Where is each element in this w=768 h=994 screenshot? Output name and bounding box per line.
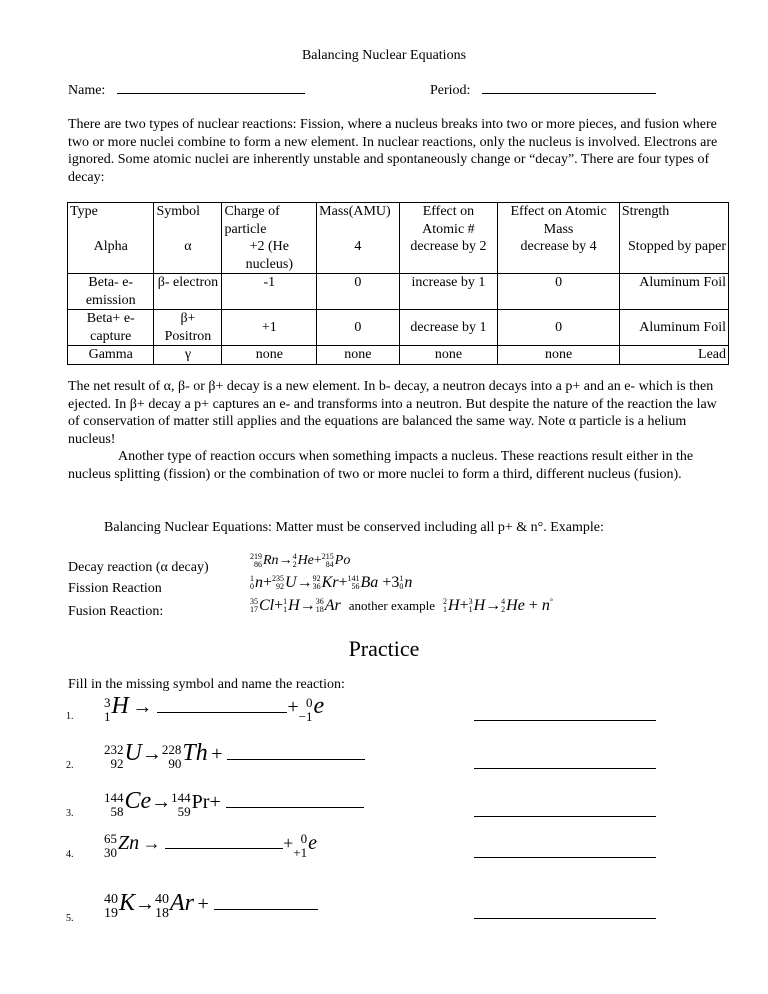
cell-atomic-number: decrease by 1 xyxy=(399,310,498,346)
fusion-equation: 35 17 Cl+ 1 1 H→ 36 18 Ar another example 2 1 H+ 3 1 H→ 4 2 He + n° xyxy=(250,597,554,615)
cell-charge: none xyxy=(222,346,317,365)
cell-atomic-number: decrease by 2 xyxy=(399,238,498,274)
question-number: 4. xyxy=(66,849,74,860)
cell-strength: Aluminum Foil xyxy=(619,310,728,346)
cell-symbol: β+ Positron xyxy=(154,310,222,346)
period-label: Period: xyxy=(430,83,471,98)
period-field[interactable] xyxy=(430,81,656,99)
cell-strength: Aluminum Foil xyxy=(619,274,728,310)
cell-symbol: β- electron xyxy=(154,274,222,310)
table-header-row xyxy=(68,203,729,239)
cell-charge: +2 (He nucleus) xyxy=(222,238,317,274)
cell-atomic-mass: none xyxy=(498,346,619,365)
header-strength: Strength xyxy=(619,203,728,239)
fusion-label: Fusion Reaction: xyxy=(68,604,164,619)
question-2-equation: 232 92 U→ 228 90 Th + xyxy=(104,740,365,771)
name-line xyxy=(117,81,305,94)
answer-blank[interactable] xyxy=(227,755,365,760)
cell-symbol: α xyxy=(154,238,222,274)
cell-mass: 0 xyxy=(317,310,399,346)
page-title: Balancing Nuclear Equations xyxy=(301,48,467,63)
decay-equation: 219 86 Rn→ 4 2 He+ 215 84 Po xyxy=(250,552,351,569)
name-label: Name: xyxy=(68,83,106,98)
header-type: Type xyxy=(68,203,154,239)
table-row xyxy=(68,238,729,274)
reaction-name-line[interactable] xyxy=(474,767,656,769)
answer-blank[interactable] xyxy=(165,844,283,849)
decay-label: Decay reaction (α decay) xyxy=(68,560,209,575)
reaction-name-line[interactable] xyxy=(474,917,656,919)
fission-equation: 1 0 n+ 235 92 U→ 92 36 Kr+ 141 56 Ba +3 1 0 n xyxy=(250,574,413,592)
cell-type: Beta+ e- capture xyxy=(68,310,154,346)
cell-symbol: γ xyxy=(154,346,222,365)
table-row xyxy=(68,310,729,346)
cell-atomic-mass: 0 xyxy=(498,310,619,346)
answer-blank[interactable] xyxy=(226,803,364,808)
header-charge: Charge of particle xyxy=(222,203,317,239)
name-field[interactable] xyxy=(68,81,305,99)
decay-table xyxy=(67,202,729,365)
period-line xyxy=(482,81,656,94)
reaction-name-line[interactable] xyxy=(474,719,656,721)
cell-strength: Lead xyxy=(619,346,728,365)
cell-atomic-number: none xyxy=(399,346,498,365)
header-symbol: Symbol xyxy=(154,203,222,239)
cell-type: Alpha xyxy=(68,238,154,274)
cell-type: Gamma xyxy=(68,346,154,365)
balance-heading: Balancing Nuclear Equations: Matter must be conserved including all p+ & n°. Example: xyxy=(104,520,604,535)
question-number: 5. xyxy=(66,913,74,924)
cell-mass: 4 xyxy=(317,238,399,274)
another-example-label: another example xyxy=(348,598,435,613)
cell-charge: -1 xyxy=(222,274,317,310)
cell-mass: 0 xyxy=(317,274,399,310)
question-3-equation: 144 58 Ce→ 144 59 Pr+ xyxy=(104,788,364,819)
explanation-block xyxy=(68,378,728,483)
question-4-equation: 65 30 Zn → + 0 +1 e xyxy=(104,831,318,860)
cell-charge: +1 xyxy=(222,310,317,346)
reaction-name-line[interactable] xyxy=(474,856,656,858)
cell-type: Beta- e- emission xyxy=(68,274,154,310)
question-number: 2. xyxy=(66,760,74,771)
cell-atomic-mass: 0 xyxy=(498,274,619,310)
paragraph-impact: Another type of reaction occurs when something impacts a nucleus. These reactions result either in the nucleus splitting (fission) or the combination of two or more nuclei to form a third, different nucleus (fusion). xyxy=(68,449,694,482)
header-mass: Mass(AMU) xyxy=(317,203,399,239)
table-row xyxy=(68,346,729,365)
reaction-name-line[interactable] xyxy=(474,815,656,817)
cell-atomic-mass: decrease by 4 xyxy=(498,238,619,274)
practice-title: Practice xyxy=(348,636,420,661)
cell-atomic-number: increase by 1 xyxy=(399,274,498,310)
answer-blank[interactable] xyxy=(214,905,318,910)
paragraph-decay: The net result of α, β- or β+ decay is a new element. In b- decay, a neutron decays into a p+ and an e- which is then ejected. In β+ decay a p+ captures an e- and transforms into a neutron. But despite the nature of the reaction the law of conservation of matter still applies and the equations are balanced the same way. Note α particle is a helium nucleus! xyxy=(68,379,717,447)
question-number: 1. xyxy=(66,711,74,722)
question-5-equation: 40 19 K→ 40 18 Ar + xyxy=(104,890,318,921)
header-atomic-mass: Effect on Atomic Mass xyxy=(498,203,619,239)
fission-label: Fission Reaction xyxy=(68,581,162,596)
question-number: 3. xyxy=(66,808,74,819)
cell-mass: none xyxy=(317,346,399,365)
answer-blank[interactable] xyxy=(157,708,287,713)
table-row xyxy=(68,274,729,310)
cell-strength: Stopped by paper xyxy=(619,238,728,274)
intro-paragraph: There are two types of nuclear reactions: Fission, where a nucleus breaks into two or more pieces, and fusion where two or more nuclei combine to form a new element. In nuclear reactions, only the nucleus is involved. Electrons are ignored. Some atomic nuclei are inherently unstable and spontaneously change or “decay”. There are four types of decay: xyxy=(68,117,718,185)
header-atomic-number: Effect on Atomic # xyxy=(399,203,498,239)
question-1-equation: 3 1 H → + 0 −1 e xyxy=(104,693,325,724)
fill-instruction: Fill in the missing symbol and name the reaction: xyxy=(68,677,345,692)
